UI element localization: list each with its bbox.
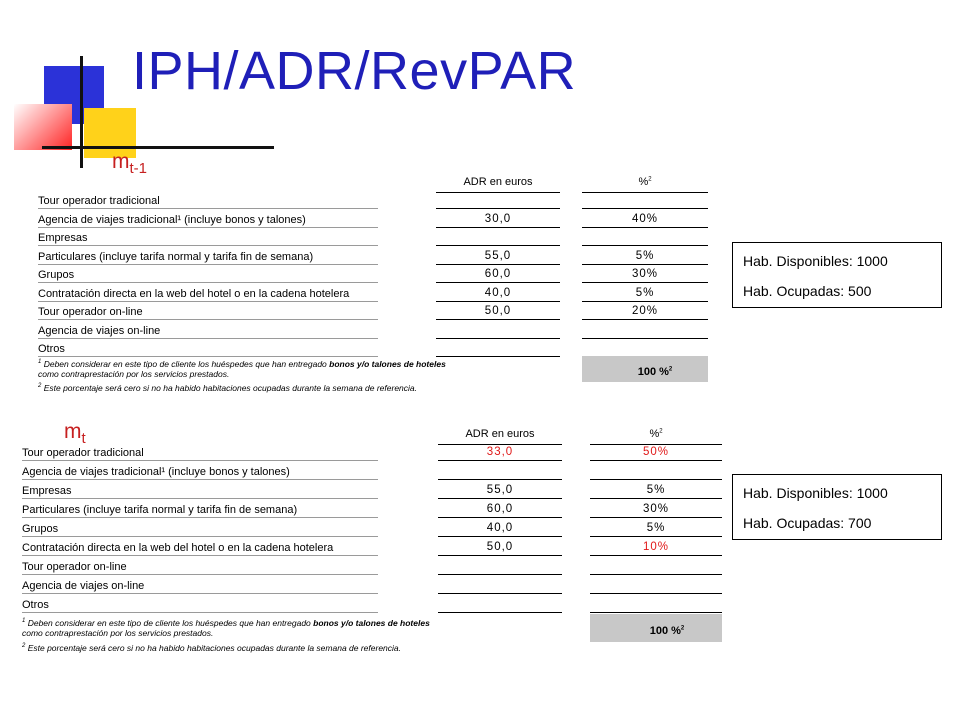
pct-input[interactable]: 5%	[635, 286, 655, 299]
row-underline	[38, 208, 378, 209]
adr-input[interactable]: 60,0	[484, 268, 512, 280]
period-label-sub: t	[81, 430, 86, 447]
row-underline	[22, 498, 378, 499]
adr-underline	[438, 574, 562, 575]
adr-input[interactable]	[436, 228, 560, 246]
pct-underline	[590, 479, 722, 480]
row-label: Tour operador tradicional	[22, 447, 144, 459]
row-label: Agencia de viajes on-line	[22, 580, 145, 592]
adr-underline	[438, 479, 562, 480]
period-label-sub: t-1	[129, 160, 148, 177]
row-label: Tour operador tradicional	[38, 195, 160, 207]
adr-input[interactable]	[438, 595, 562, 613]
adr-input[interactable]	[438, 462, 562, 480]
row-label: Tour operador on-line	[22, 561, 127, 573]
rooms-available: Hab. Disponibles: 1000	[743, 485, 888, 501]
pct-input[interactable]: 5%	[646, 522, 666, 534]
row-underline	[38, 245, 378, 246]
logo-red-square	[14, 104, 72, 150]
row-underline	[22, 555, 378, 556]
adr-underline	[438, 612, 562, 613]
row-label: Empresas	[22, 485, 72, 497]
header-pct: %$^2$	[638, 176, 652, 188]
pct-input[interactable]	[590, 576, 722, 594]
adr-input[interactable]: 50,0	[486, 541, 514, 553]
adr-input[interactable]: 40,0	[486, 522, 514, 534]
adr-input[interactable]: 33,0	[486, 446, 514, 458]
row-label: Agencia de viajes on-line	[38, 324, 161, 337]
pct-input[interactable]: 40%	[631, 212, 659, 225]
pct-underline	[590, 574, 722, 575]
adr-underline	[438, 498, 562, 499]
adr-input[interactable]	[438, 557, 562, 575]
period-label-previous	[112, 150, 147, 177]
footnote-1-cont: como contraprestación por los servicios prestados.	[38, 369, 230, 379]
footnote-2: $^2$ Este porcentaje será cero si no ha habido habitaciones ocupadas durante la semana de referencia.	[38, 382, 418, 393]
pct-input[interactable]: 30%	[631, 268, 659, 280]
adr-input[interactable]: 30,0	[484, 212, 512, 225]
row-label: Grupos	[38, 269, 75, 281]
total-cell	[582, 356, 708, 382]
adr-underline	[438, 555, 562, 556]
pct-underline	[590, 460, 722, 461]
row-label: Empresas	[38, 232, 88, 244]
adr-input[interactable]: 55,0	[486, 484, 514, 496]
total-value: 100 %$^2$	[637, 366, 673, 378]
row-underline	[22, 593, 378, 594]
row-underline	[38, 319, 378, 320]
rooms-box-current	[732, 474, 942, 540]
footnote-1: $^1$ Deben considerar en este tipo de cliente los huéspedes que han entregado bonos y/o talones de hoteles	[38, 358, 446, 369]
adr-input[interactable]: 55,0	[484, 249, 512, 262]
pct-input[interactable]	[590, 557, 722, 575]
adr-underline	[438, 460, 562, 461]
rooms-occupied: Hab. Ocupadas: 700	[743, 515, 872, 531]
pct-input[interactable]	[590, 462, 722, 480]
pct-input[interactable]: 5%	[635, 249, 655, 262]
adr-input[interactable]: 40,0	[484, 286, 512, 299]
footnote-1-cont: como contraprestación por los servicios prestados.	[22, 628, 214, 638]
pct-underline	[590, 612, 722, 613]
row-label: Tour operador on-line	[38, 306, 143, 318]
header-pct: %$^2$	[649, 428, 663, 440]
row-underline	[38, 264, 378, 265]
adr-input[interactable]	[436, 191, 560, 209]
pct-input[interactable]: 5%	[646, 484, 666, 496]
header-adr: ADR en euros	[465, 428, 535, 440]
pct-input[interactable]	[582, 339, 708, 357]
row-underline	[38, 338, 378, 339]
pct-input[interactable]	[590, 595, 722, 613]
pct-underline	[590, 517, 722, 518]
header-adr: ADR en euros	[463, 176, 533, 188]
row-label: Grupos	[22, 523, 59, 535]
pct-input[interactable]	[582, 321, 708, 339]
adr-input[interactable]: 60,0	[486, 503, 514, 515]
pct-input[interactable]: 10%	[642, 541, 670, 553]
row-underline	[22, 574, 378, 575]
row-label: Contratación directa en la web del hotel o en la cadena hotelera	[38, 287, 350, 300]
row-label: Otros	[38, 343, 65, 355]
adr-underline	[438, 536, 562, 537]
adr-input[interactable]	[436, 321, 560, 339]
period-label-current	[64, 420, 86, 447]
rooms-available: Hab. Disponibles: 1000	[743, 253, 888, 269]
adr-input[interactable]	[436, 339, 560, 357]
footnote-2: $^2$ Este porcentaje será cero si no ha habido habitaciones ocupadas durante la semana de referencia.	[22, 642, 402, 653]
logo-vertical-line	[80, 56, 83, 168]
row-label: Particulares (incluye tarifa normal y tarifa fin de semana)	[38, 250, 314, 263]
adr-underline	[436, 356, 560, 357]
row-label: Particulares (incluye tarifa normal y tarifa fin de semana)	[22, 504, 298, 516]
row-underline	[38, 227, 378, 228]
adr-input[interactable]	[438, 576, 562, 594]
row-underline	[22, 536, 378, 537]
row-label: Contratación directa en la web del hotel o en la cadena hotelera	[22, 542, 334, 554]
total-cell	[590, 614, 722, 642]
row-underline	[38, 301, 378, 302]
row-label: Otros	[22, 599, 49, 611]
pct-input[interactable]: 20%	[631, 305, 659, 317]
pct-input[interactable]: 30%	[642, 503, 670, 515]
row-underline	[38, 282, 378, 283]
adr-input[interactable]: 50,0	[484, 305, 512, 317]
pct-input[interactable]	[582, 228, 708, 246]
row-underline	[22, 479, 378, 480]
row-underline	[22, 460, 378, 461]
row-label: Agencia de viajes tradicional¹ (incluye bonos y talones)	[38, 213, 306, 226]
rooms-occupied: Hab. Ocupadas: 500	[743, 283, 872, 299]
pct-input[interactable]	[582, 191, 708, 209]
page-title: IPH/ADR/RevPAR	[132, 41, 577, 101]
adr-underline	[438, 593, 562, 594]
total-value: 100 %$^2$	[649, 625, 685, 637]
rooms-box-previous	[732, 242, 942, 308]
footnote-1: $^1$ Deben considerar en este tipo de cliente los huéspedes que han entregado bonos y/o talones de hoteles	[22, 617, 430, 628]
row-label: Agencia de viajes tradicional¹ (incluye bonos y talones)	[22, 466, 290, 478]
logo-horizontal-line	[42, 146, 274, 149]
pct-underline	[590, 536, 722, 537]
adr-underline	[438, 517, 562, 518]
pct-input[interactable]: 50%	[642, 446, 670, 458]
row-underline	[22, 612, 378, 613]
period-label-main: m	[64, 420, 82, 443]
pct-underline	[590, 555, 722, 556]
period-label-main: m	[112, 150, 130, 173]
pct-underline	[590, 593, 722, 594]
pct-underline	[590, 498, 722, 499]
row-underline	[22, 517, 378, 518]
